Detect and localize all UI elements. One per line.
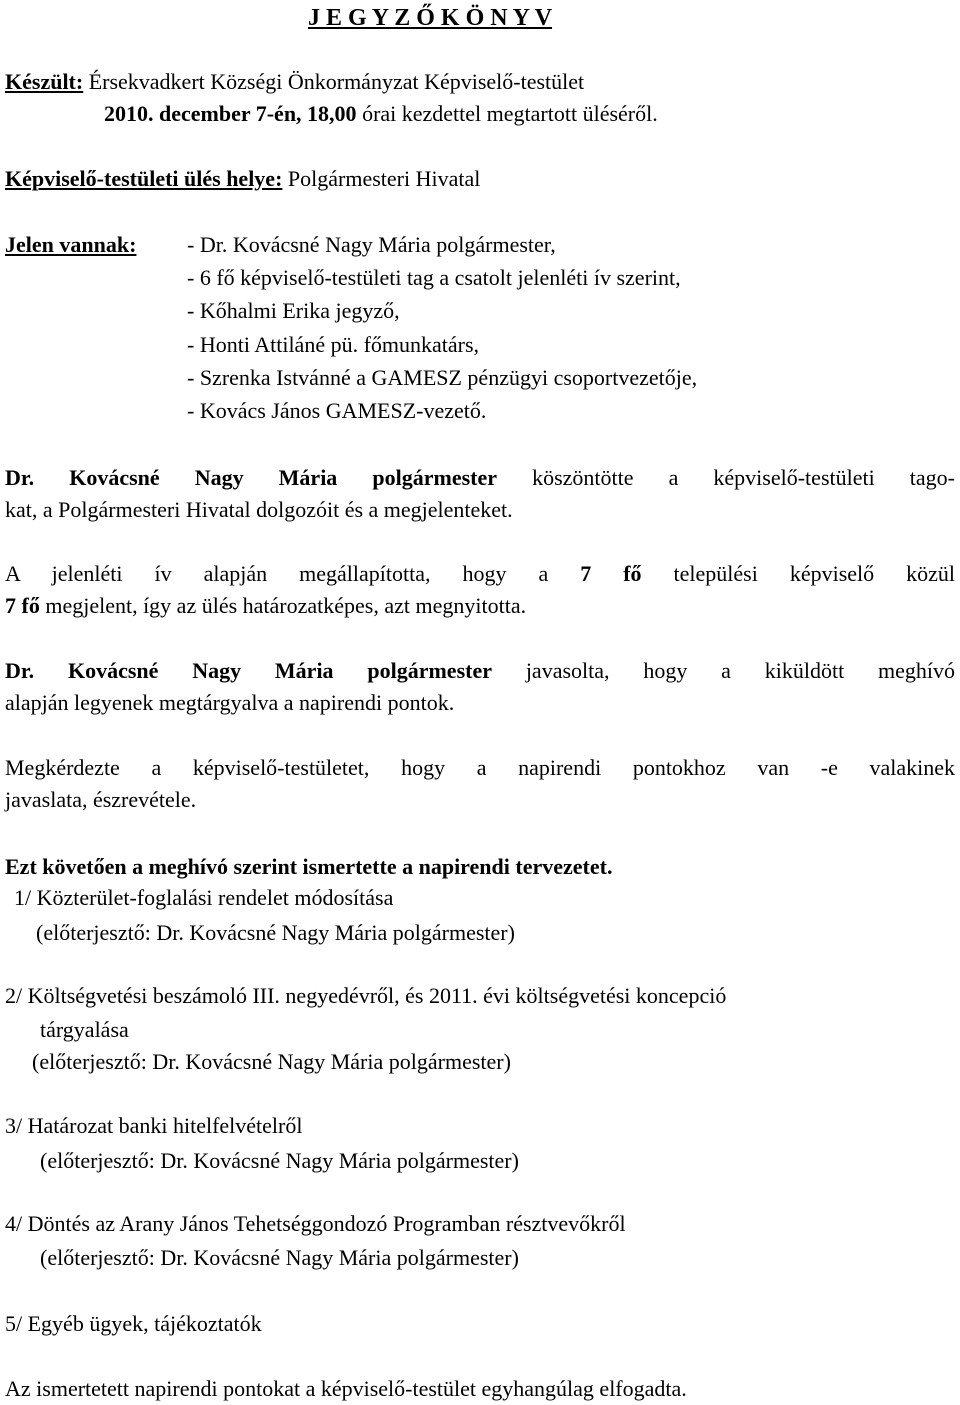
attendee-item: - 6 fő képviselő-testületi tag a csatolt jelenléti ív szerint, [187,265,681,290]
greeting-line-1 [5,462,955,494]
agenda-item-5: 5/ Egyéb ügyek, tájékoztatók [5,1311,262,1336]
proposal-rest: javasolta, hogy a kiküldött meghívó [492,658,955,683]
agenda-heading: Ezt követően a meghívó szerint ismertette a napirendi tervezetet. [5,854,613,879]
quorum-line-1 [5,558,955,590]
attendee-item: - Szrenka Istvánné a GAMESZ pénzügyi csoportvezetője, [187,365,698,390]
place-value: Polgármesteri Hivatal [282,166,481,191]
agenda-item-2-cont: tárgyalása [40,1017,129,1042]
place-label: Képviselő-testületi ülés helye: [5,166,283,191]
proposal-line-2: alapján legyenek megtárgyalva a napirendi pontok. [5,690,455,715]
attendee-item: - Kőhalmi Erika jegyző, [187,298,400,323]
question-line-2: javaslata, észrevétele. [5,787,197,812]
question-line-1: Megkérdezte a képviselő-testületet, hogy a napirendi pontokhoz van -e valakinek [5,755,955,780]
quorum-text-c: megjelent, így az ülés határozatképes, azt megnyitotta. [39,593,527,618]
made-line-1 [5,71,584,93]
made-line-2 [104,103,658,125]
document-title: J E G Y Z Ő K Ö N Y V [308,5,553,31]
meeting-place [5,168,480,190]
present-count: 7 fő [5,593,40,618]
agenda-item-1-presenter: (előterjesztő: Dr. Kovácsné Nagy Mária polgármester) [36,920,515,945]
agenda-item-2: 2/ Költségvetési beszámoló III. negyedévről, és 2011. évi költségvetési koncepció [5,983,727,1008]
greeting-line-2: kat, a Polgármesteri Hivatal dolgozóit és a megjelenteket. [5,497,513,522]
meeting-date: 2010. december 7-én, 18,00 [104,101,357,126]
agenda-item-2-presenter: (előterjesztő: Dr. Kovácsné Nagy Mária polgármester) [32,1049,511,1074]
mayor-name: Dr. Kovácsné Nagy Mária polgármester [5,465,498,490]
greeting-rest: köszöntötte a képviselő-testületi tago- [497,465,955,490]
meeting-date-rest: órai kezdettel megtartott üléséről. [356,101,658,126]
mayor-name: Dr. Kovácsné Nagy Mária polgármester [5,658,492,683]
quorum-line-2 [5,590,955,622]
attendee-item: - Dr. Kovácsné Nagy Mária polgármester, [187,232,556,257]
attendee-item: - Kovács János GAMESZ-vezető. [187,398,487,423]
attendees-label: Jelen vannak: [5,232,137,257]
agenda-item-4-presenter: (előterjesztő: Dr. Kovácsné Nagy Mária polgármester) [40,1245,519,1270]
agenda-item-1: 1/ Közterület-foglalási rendelet módosítása [14,885,394,910]
agenda-item-3: 3/ Határozat banki hitelfelvételről [5,1113,303,1138]
agenda-item-3-presenter: (előterjesztő: Dr. Kovácsné Nagy Mária polgármester) [40,1148,519,1173]
agenda-accepted: Az ismertetett napirendi pontokat a képviselő-testület egyhangúlag elfogadta. [5,1376,687,1401]
made-body: Érsekvadkert Községi Önkormányzat Képviselő-testület [88,69,585,94]
agenda-item-4: 4/ Döntés az Arany János Tehetséggondozó Programban résztvevőkről [5,1211,626,1236]
quorum-text-a: A jelenléti ív alapján megállapította, hogy a [5,561,581,586]
quorum-count: 7 fő [580,561,642,586]
made-label: Készült: [5,69,84,94]
quorum-text-b: települési képviselő közül [641,561,955,586]
attendee-item: - Honti Attiláné pü. főmunkatárs, [187,332,480,357]
proposal-line-1 [5,655,955,687]
